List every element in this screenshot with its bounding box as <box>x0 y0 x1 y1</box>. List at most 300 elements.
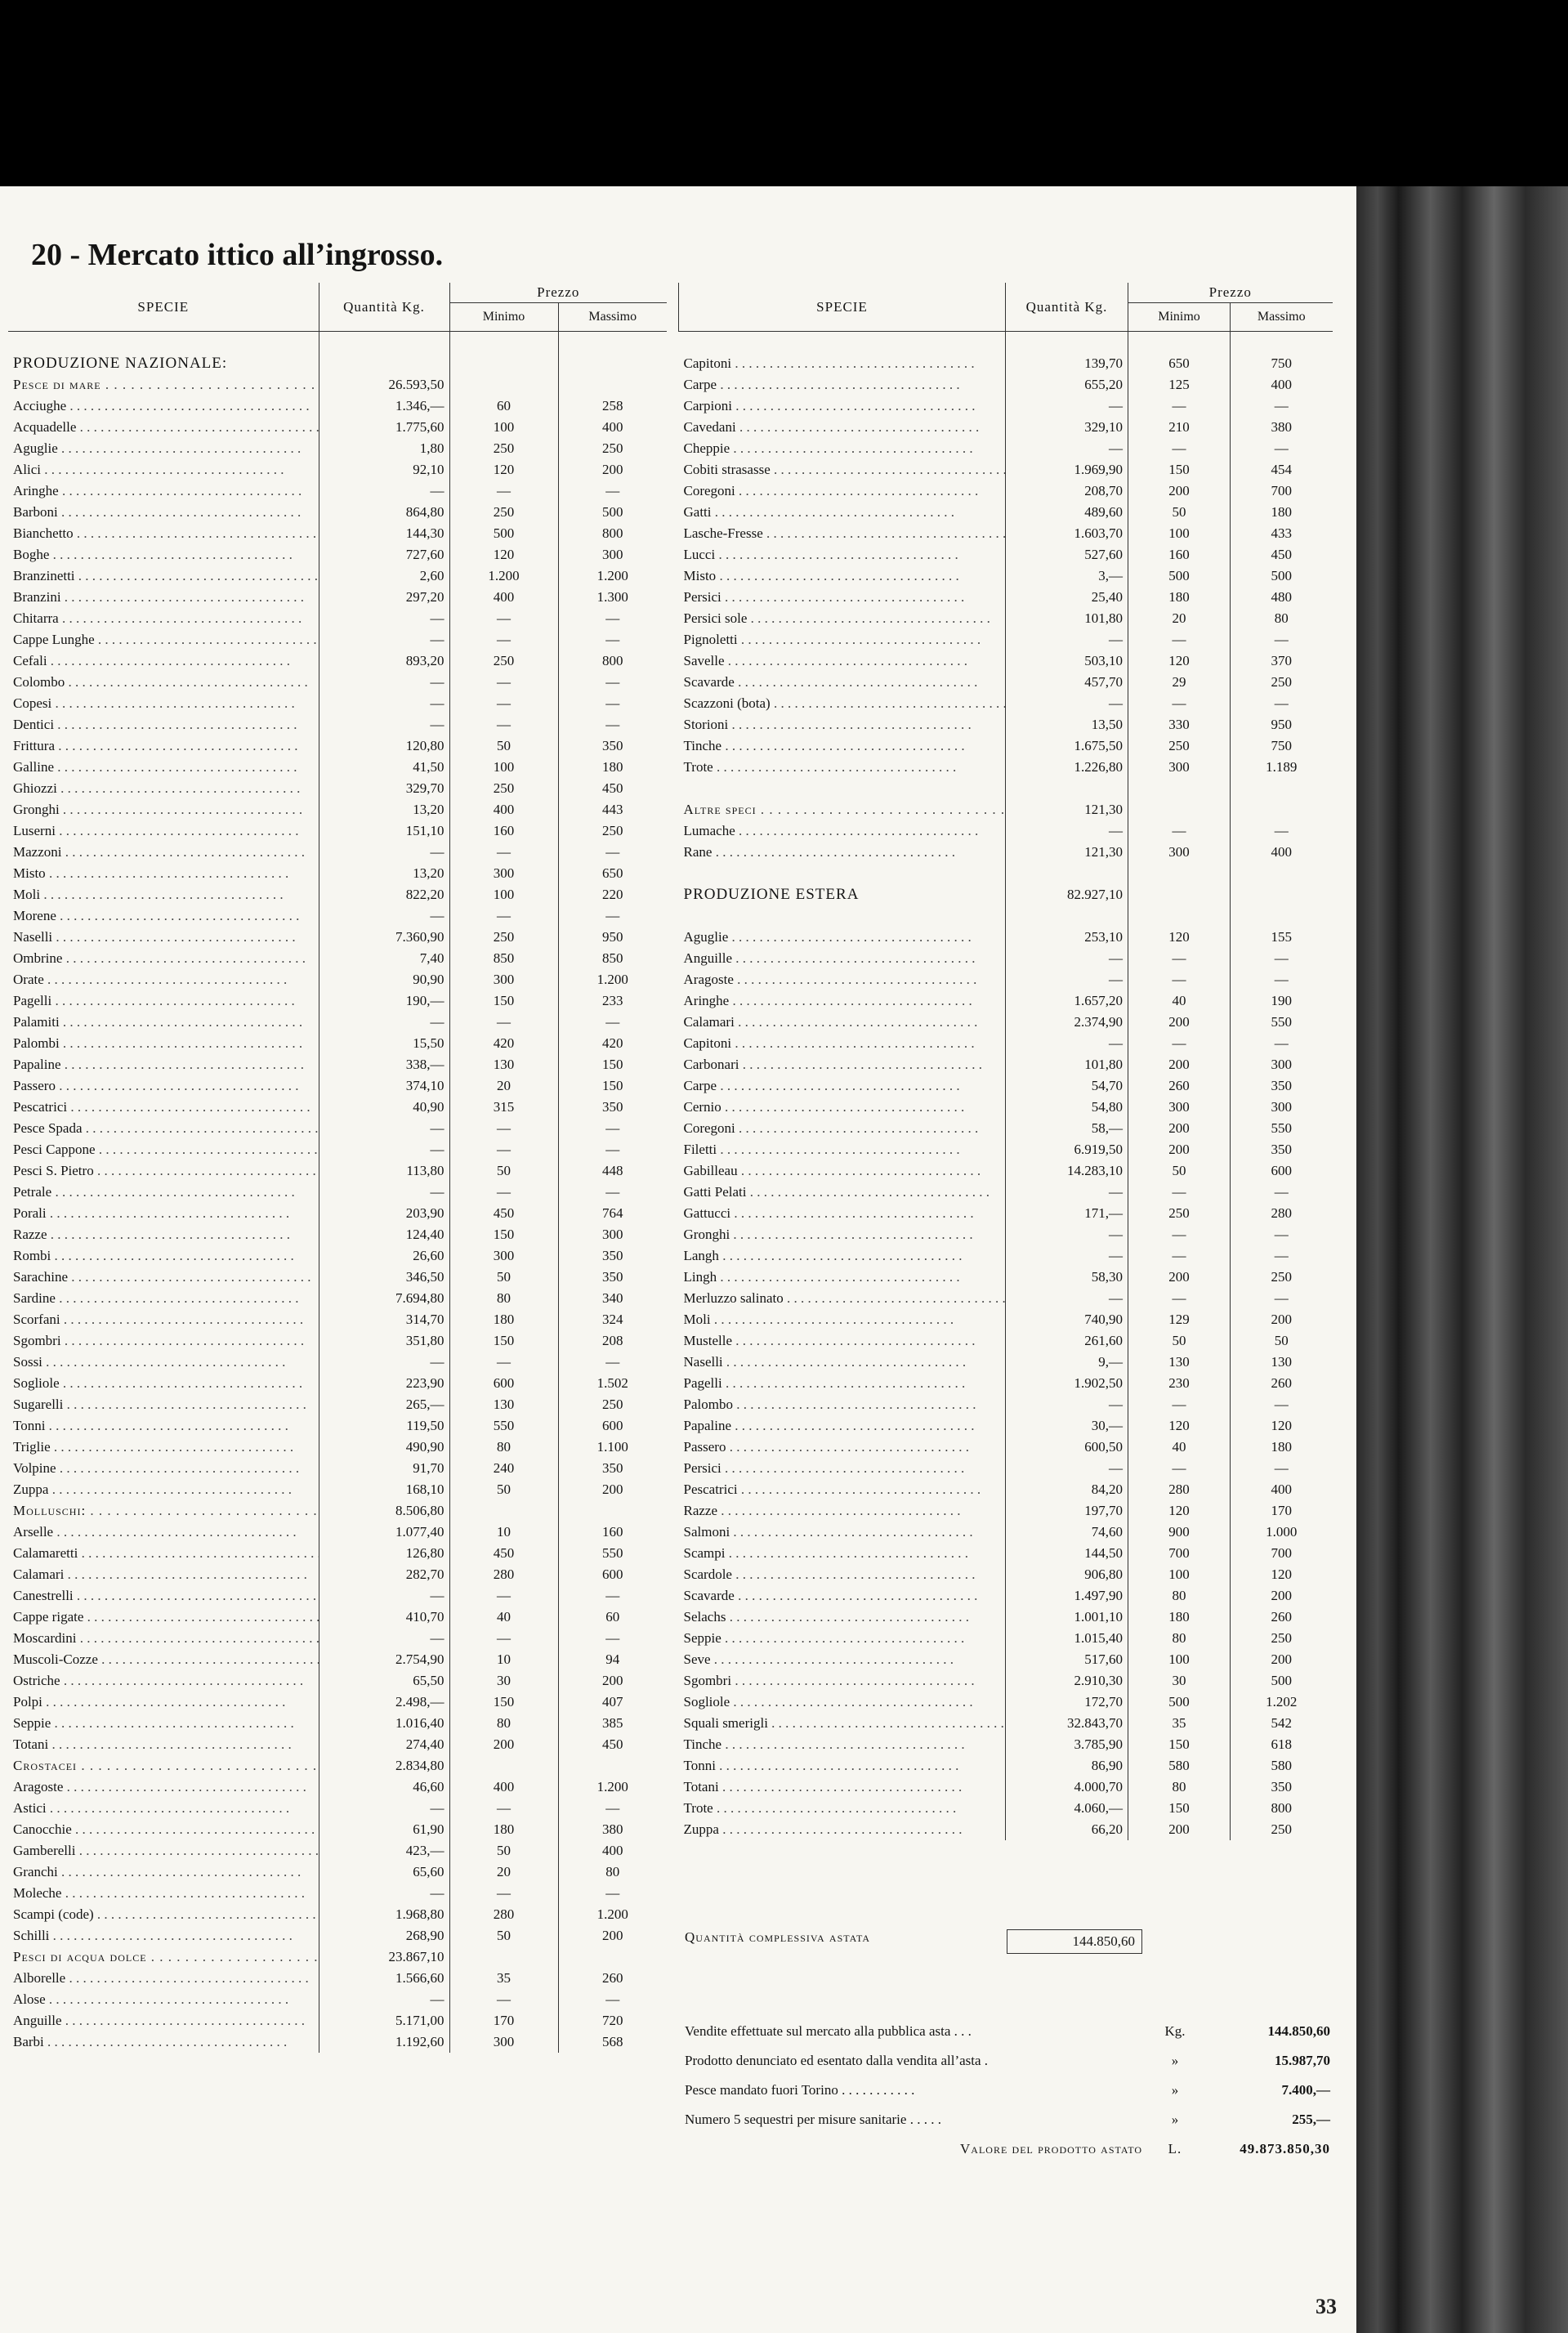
species-name <box>679 778 1006 799</box>
species-name <box>679 1203 1006 1224</box>
price-max-cell <box>558 1543 667 1564</box>
quantity-cell-text: — <box>430 1800 444 1816</box>
species-name-text: Misto . . . <box>13 865 288 881</box>
left-table-body <box>8 332 667 2054</box>
table-row <box>679 1585 1333 1607</box>
quantity-cell <box>1006 884 1128 905</box>
quantity-cell <box>319 1075 449 1097</box>
table-row <box>679 1522 1333 1543</box>
species-name-text: Colombo . . . <box>13 674 308 690</box>
price-max-cell-text: 700 <box>1271 483 1292 498</box>
price-max-cell <box>558 1522 667 1543</box>
quantity-cell <box>1006 374 1128 396</box>
species-name <box>679 1182 1006 1203</box>
species-name-text: Cappe Lunghe . . . <box>13 632 319 647</box>
quantity-cell <box>319 1883 449 1904</box>
price-max-cell <box>1231 650 1333 672</box>
quantity-cell <box>319 1607 449 1628</box>
price-max-cell-text: — <box>1274 823 1289 838</box>
quantity-cell-text: 282,70 <box>405 1567 444 1582</box>
quantity-cell-text: 26,60 <box>413 1248 444 1263</box>
quantity-cell <box>1006 757 1128 778</box>
price-min-cell-text: 150 <box>493 1227 515 1242</box>
price-min-cell-text: 280 <box>493 1906 515 1922</box>
quantity-cell <box>1006 799 1128 820</box>
price-min-cell-text: 650 <box>1168 355 1190 371</box>
species-name <box>8 1946 319 1968</box>
price-min-cell-text: 230 <box>1168 1375 1190 1391</box>
species-name-text: Sardine . . . <box>13 1290 298 1306</box>
table-row <box>8 1245 667 1267</box>
price-min-cell <box>449 1989 558 2010</box>
price-max-cell-text: 50 <box>1274 1333 1289 1348</box>
table-row <box>679 672 1333 693</box>
quantity-cell <box>319 2010 449 2031</box>
quantity-cell-text: 101,80 <box>1084 610 1123 626</box>
price-min-cell <box>449 1139 558 1160</box>
price-max-cell-text: 1.502 <box>596 1375 628 1391</box>
quantity-cell <box>319 608 449 629</box>
quantity-cell <box>1006 417 1128 438</box>
price-max-cell <box>1231 544 1333 565</box>
species-name-text: Lucci . . . <box>684 547 958 562</box>
price-max-cell <box>1231 1458 1333 1479</box>
summary-label: Vendite effettuate sul mercato alla pubblica asta . . . <box>685 2023 972 2039</box>
price-min-cell-text: 450 <box>493 1545 515 1561</box>
species-name-text: Schilli . . . <box>13 1928 293 1943</box>
species-name-text: Seppie . . . <box>13 1715 294 1731</box>
price-max-cell <box>558 1564 667 1585</box>
quantity-cell-text: 54,70 <box>1091 1078 1123 1093</box>
price-min-cell-text: — <box>1172 440 1186 456</box>
quantity-cell-text: — <box>1109 440 1123 456</box>
quantity-cell <box>319 1543 449 1564</box>
price-min-cell <box>449 1309 558 1330</box>
species-name <box>679 1139 1006 1160</box>
price-max-cell-text: 450 <box>602 780 623 796</box>
price-min-cell <box>1128 884 1231 905</box>
price-min-cell-text: 580 <box>1168 1758 1190 1773</box>
price-max-cell <box>1231 1054 1333 1075</box>
species-name-text: Cavedani . . . <box>684 419 980 435</box>
quantity-cell <box>1006 905 1128 927</box>
price-min-cell-text: 180 <box>493 1312 515 1327</box>
price-min-cell-text: 50 <box>497 1928 511 1943</box>
price-min-cell <box>1128 650 1231 672</box>
price-min-cell-text: 10 <box>497 1651 511 1667</box>
species-name-text: Acciughe . . . <box>13 398 310 413</box>
quantity-cell-text: 26.593,50 <box>388 377 444 392</box>
price-min-cell-text: — <box>497 1184 511 1200</box>
species-name <box>8 1075 319 1097</box>
price-max-cell-text: 433 <box>1271 525 1292 541</box>
price-min-cell-text: 250 <box>493 780 515 796</box>
price-max-cell-text: 443 <box>602 802 623 817</box>
table-row <box>679 587 1333 608</box>
quantity-cell-text: 41,50 <box>413 759 444 775</box>
species-name-text: Carpioni . . . <box>684 398 976 413</box>
species-name-text: Pesci di acqua dolce . . . <box>13 1949 319 1964</box>
price-max-cell <box>558 1861 667 1883</box>
price-min-cell <box>449 1904 558 1925</box>
price-min-cell <box>449 1649 558 1670</box>
quantity-cell-text: — <box>1109 1248 1123 1263</box>
quantity-cell-text: 893,20 <box>405 653 444 668</box>
table-row <box>8 1415 667 1437</box>
quantity-cell-text: 864,80 <box>405 504 444 520</box>
species-name <box>679 1734 1006 1755</box>
price-min-cell <box>449 1946 558 1968</box>
species-name <box>8 1118 319 1139</box>
header-massimo: Massimo <box>558 303 667 332</box>
quantity-cell-text: — <box>430 674 444 690</box>
quantity-cell-text: — <box>1109 972 1123 987</box>
price-min-cell-text: 180 <box>493 1821 515 1837</box>
price-max-cell <box>1231 1245 1333 1267</box>
price-min-cell <box>449 799 558 820</box>
quantity-cell <box>319 587 449 608</box>
table-row <box>679 1458 1333 1479</box>
price-max-cell <box>1231 735 1333 757</box>
price-max-cell <box>1231 905 1333 927</box>
price-max-cell-text: 1.202 <box>1266 1694 1298 1710</box>
quantity-cell <box>1006 1203 1128 1224</box>
species-name-text: Gattucci . . . <box>684 1205 974 1221</box>
quantity-cell-text: 527,60 <box>1084 547 1123 562</box>
table-row <box>8 1649 667 1670</box>
price-min-cell <box>1128 672 1231 693</box>
table-row <box>8 502 667 523</box>
price-max-cell <box>1231 714 1333 735</box>
page-number: 33 <box>1316 2295 1337 2318</box>
species-name-text: Galline . . . <box>13 759 297 775</box>
price-max-cell <box>1231 1415 1333 1437</box>
quantity-cell-text: 30,— <box>1091 1418 1123 1433</box>
quantity-cell <box>1006 1819 1128 1840</box>
price-max-cell-text: 600 <box>602 1418 623 1433</box>
species-name <box>679 1628 1006 1649</box>
species-name-text: Gronghi . . . <box>684 1227 973 1242</box>
quantity-cell-text: 168,10 <box>405 1482 444 1497</box>
price-max-cell-text: 130 <box>1271 1354 1292 1370</box>
species-name <box>8 417 319 438</box>
price-min-cell-text: — <box>497 632 511 647</box>
price-max-cell-text: 160 <box>602 1524 623 1540</box>
table-row <box>8 650 667 672</box>
price-min-cell-text: 100 <box>493 419 515 435</box>
summary-row <box>685 2134 1330 2164</box>
quantity-cell-text: 65,60 <box>413 1864 444 1879</box>
price-min-cell-text: 35 <box>497 1970 511 1986</box>
species-name <box>8 1649 319 1670</box>
species-name <box>679 1075 1006 1097</box>
price-min-cell-text: — <box>497 717 511 732</box>
quantity-cell-text: 3,— <box>1098 568 1123 583</box>
price-min-cell <box>449 1777 558 1798</box>
quantity-cell-text: 7,40 <box>419 950 444 966</box>
price-min-cell-text: — <box>497 1991 511 2007</box>
species-name-text: Gatti Pelati . . . <box>684 1184 989 1200</box>
table-row <box>679 1203 1333 1224</box>
price-min-cell <box>1128 693 1231 714</box>
price-min-cell <box>449 1097 558 1118</box>
quantity-cell-text: 727,60 <box>405 547 444 562</box>
species-name-text: Aguglie . . . <box>13 440 301 456</box>
price-max-cell <box>558 353 667 374</box>
price-max-cell-text: 233 <box>602 993 623 1008</box>
species-name <box>8 1224 319 1245</box>
price-min-cell-text: 130 <box>1168 1354 1190 1370</box>
table-row <box>679 1649 1333 1670</box>
price-max-cell <box>1231 778 1333 799</box>
price-min-cell-text: — <box>497 483 511 498</box>
price-max-cell-text: 180 <box>602 759 623 775</box>
species-name-text: Aringhe . . . <box>684 993 972 1008</box>
table-row <box>8 1968 667 1989</box>
price-max-cell-text: 400 <box>1271 844 1292 860</box>
species-name-text: Scardole . . . <box>684 1567 976 1582</box>
species-name-text: Moli . . . <box>13 887 284 902</box>
species-name-text: Luserni . . . <box>13 823 298 838</box>
quantity-cell-text: 490,90 <box>405 1439 444 1455</box>
table-row <box>679 1734 1333 1755</box>
header-minimo: Minimo <box>449 303 558 332</box>
species-name-text: Altre speci . . . <box>684 802 1006 817</box>
quantity-cell <box>319 693 449 714</box>
price-min-cell <box>1128 459 1231 480</box>
price-min-cell-text: 80 <box>497 1290 511 1306</box>
table-row <box>679 1777 1333 1798</box>
species-name-text: Pesce Spada . . . <box>13 1120 319 1136</box>
price-min-cell-text: — <box>1172 1290 1186 1306</box>
species-name <box>679 1458 1006 1479</box>
species-name <box>8 1904 319 1925</box>
quantity-cell <box>1006 629 1128 650</box>
species-name-text: Boghe . . . <box>13 547 293 562</box>
quantity-cell <box>319 1373 449 1394</box>
table-row <box>8 1309 667 1330</box>
price-max-cell-text: 750 <box>1271 355 1292 371</box>
species-name <box>679 502 1006 523</box>
quantity-cell-text: — <box>430 632 444 647</box>
species-name <box>8 1989 319 2010</box>
quantity-cell <box>1006 1224 1128 1245</box>
price-max-cell <box>1231 1097 1333 1118</box>
price-max-cell-text: 180 <box>1271 504 1292 520</box>
quantity-cell-text: 2.910,30 <box>1074 1673 1123 1688</box>
quantity-cell <box>1006 480 1128 502</box>
species-name-text: Moli . . . <box>684 1312 954 1327</box>
species-name <box>8 1564 319 1585</box>
price-min-cell-text: — <box>497 674 511 690</box>
table-row <box>679 735 1333 757</box>
quantity-cell <box>319 1224 449 1245</box>
price-max-cell-text: — <box>605 1588 620 1603</box>
table-row <box>679 1500 1333 1522</box>
quantity-cell-text: 1.969,90 <box>1074 462 1123 477</box>
price-min-cell <box>449 672 558 693</box>
header-quantita: Quantità Kg. <box>319 283 449 332</box>
quantity-cell <box>319 884 449 905</box>
species-name-text: Sogliole . . . <box>13 1375 302 1391</box>
price-max-cell <box>558 1182 667 1203</box>
price-min-cell-text: 420 <box>493 1035 515 1051</box>
species-name-text: Langh . . . <box>684 1248 963 1263</box>
quantity-cell <box>319 778 449 799</box>
species-name <box>8 927 319 948</box>
species-name <box>679 565 1006 587</box>
price-max-cell <box>558 948 667 969</box>
quantity-cell-text: 600,50 <box>1084 1439 1123 1455</box>
species-name <box>679 1585 1006 1607</box>
price-max-cell <box>1231 693 1333 714</box>
price-min-cell-text: 300 <box>493 865 515 881</box>
price-min-cell-text: 450 <box>493 1205 515 1221</box>
price-max-cell <box>1231 587 1333 608</box>
price-min-cell <box>449 1224 558 1245</box>
table-row <box>8 1628 667 1649</box>
species-name <box>679 1670 1006 1692</box>
table-row <box>679 1224 1333 1245</box>
quantity-cell-text: 82.927,10 <box>1067 887 1123 902</box>
table-row <box>8 1437 667 1458</box>
table-row <box>679 905 1333 927</box>
table-row <box>8 459 667 480</box>
table-row <box>679 842 1333 863</box>
price-max-cell-text: 324 <box>602 1312 623 1327</box>
quantity-cell-text: 1.775,60 <box>395 419 444 435</box>
species-name <box>679 693 1006 714</box>
species-name <box>679 1033 1006 1054</box>
price-min-cell-text: 250 <box>1168 738 1190 753</box>
quantity-cell-text: 253,10 <box>1084 929 1123 945</box>
quantity-cell-text: 84,20 <box>1091 1482 1123 1497</box>
species-name <box>679 417 1006 438</box>
price-min-cell-text: 50 <box>497 738 511 753</box>
quantity-cell <box>1006 1649 1128 1670</box>
price-max-cell <box>1231 884 1333 905</box>
price-min-cell <box>1128 1522 1231 1543</box>
price-max-cell <box>1231 1139 1333 1160</box>
price-min-cell-text: — <box>497 1354 511 1370</box>
price-min-cell-text: 120 <box>1168 1503 1190 1518</box>
quantity-cell-text: — <box>1109 1460 1123 1476</box>
price-max-cell-text: — <box>605 1120 620 1136</box>
species-name-text: Petrale . . . <box>13 1184 295 1200</box>
price-min-cell <box>1128 565 1231 587</box>
price-min-cell <box>449 1373 558 1394</box>
table-row <box>8 374 667 396</box>
quantity-cell <box>1006 459 1128 480</box>
price-min-cell <box>1128 502 1231 523</box>
quantity-cell-text: — <box>1109 1227 1123 1242</box>
price-max-cell <box>558 1394 667 1415</box>
species-name-text: Canestrelli . . . <box>13 1588 316 1603</box>
species-name <box>8 842 319 863</box>
price-max-cell <box>1231 1288 1333 1309</box>
price-min-cell <box>1128 1649 1231 1670</box>
price-min-cell-text: 150 <box>493 993 515 1008</box>
price-max-cell <box>558 1352 667 1373</box>
species-name-text: PRODUZIONE ESTERA <box>683 886 860 903</box>
quantity-cell <box>1006 1607 1128 1628</box>
quantity-cell-text: — <box>430 1885 444 1901</box>
price-min-cell-text: 80 <box>497 1439 511 1455</box>
species-name <box>8 1352 319 1373</box>
price-min-cell-text: 160 <box>493 823 515 838</box>
header-prezzo: Prezzo <box>1128 283 1333 303</box>
price-min-cell <box>449 1925 558 1946</box>
price-max-cell <box>558 587 667 608</box>
price-min-cell <box>449 1330 558 1352</box>
price-min-cell <box>449 927 558 948</box>
price-max-cell <box>558 1415 667 1437</box>
quantity-cell-text: 65,50 <box>413 1673 444 1688</box>
price-max-cell <box>1231 1522 1333 1543</box>
species-name <box>679 735 1006 757</box>
price-min-cell <box>1128 1755 1231 1777</box>
price-max-cell <box>558 1203 667 1224</box>
price-max-cell <box>1231 1479 1333 1500</box>
price-max-cell-text: 568 <box>602 2034 623 2049</box>
price-max-cell <box>1231 863 1333 884</box>
price-min-cell-text: — <box>1172 398 1186 413</box>
quantity-cell-text: 66,20 <box>1091 1821 1123 1837</box>
quantity-cell <box>319 374 449 396</box>
species-name-text: Lumache . . . <box>684 823 979 838</box>
header-massimo: Massimo <box>1231 303 1333 332</box>
quantity-cell-text: 126,80 <box>405 1545 444 1561</box>
quantity-cell <box>1006 714 1128 735</box>
species-name <box>8 778 319 799</box>
quantity-cell <box>1006 1054 1128 1075</box>
price-min-cell <box>449 1033 558 1054</box>
price-min-cell-text: 260 <box>1168 1078 1190 1093</box>
species-name-text: Moscardini . . . <box>13 1630 319 1646</box>
price-min-cell <box>1128 1564 1231 1585</box>
table-row <box>8 969 667 990</box>
species-name-text: Branzini . . . <box>13 589 304 605</box>
species-name <box>679 1309 1006 1330</box>
quantity-cell <box>1006 1097 1128 1118</box>
quantity-cell-text: 92,10 <box>413 462 444 477</box>
species-name <box>679 438 1006 459</box>
header-specie: SPECIE <box>679 283 1006 332</box>
species-name <box>679 842 1006 863</box>
price-max-cell <box>1231 1670 1333 1692</box>
species-name-text: Barboni . . . <box>13 504 301 520</box>
price-max-cell <box>558 1883 667 1904</box>
quantity-cell <box>319 1352 449 1373</box>
header-quantita: Quantità Kg. <box>1006 283 1128 332</box>
price-min-cell <box>1128 629 1231 650</box>
price-max-cell-text: 250 <box>1271 1821 1292 1837</box>
quantity-cell <box>319 438 449 459</box>
price-max-cell <box>558 990 667 1012</box>
price-max-cell-text: 260 <box>602 1970 623 1986</box>
species-name <box>8 1394 319 1415</box>
species-name <box>8 990 319 1012</box>
price-min-cell <box>449 757 558 778</box>
quantity-cell <box>319 1670 449 1692</box>
table-row <box>679 1543 1333 1564</box>
price-max-cell-text: 454 <box>1271 462 1292 477</box>
price-max-cell <box>558 1458 667 1479</box>
table-row <box>8 1479 667 1500</box>
species-name-text: Crostacei . . . <box>13 1758 319 1773</box>
price-max-cell-text: 1.200 <box>596 972 628 987</box>
table-row <box>679 969 1333 990</box>
